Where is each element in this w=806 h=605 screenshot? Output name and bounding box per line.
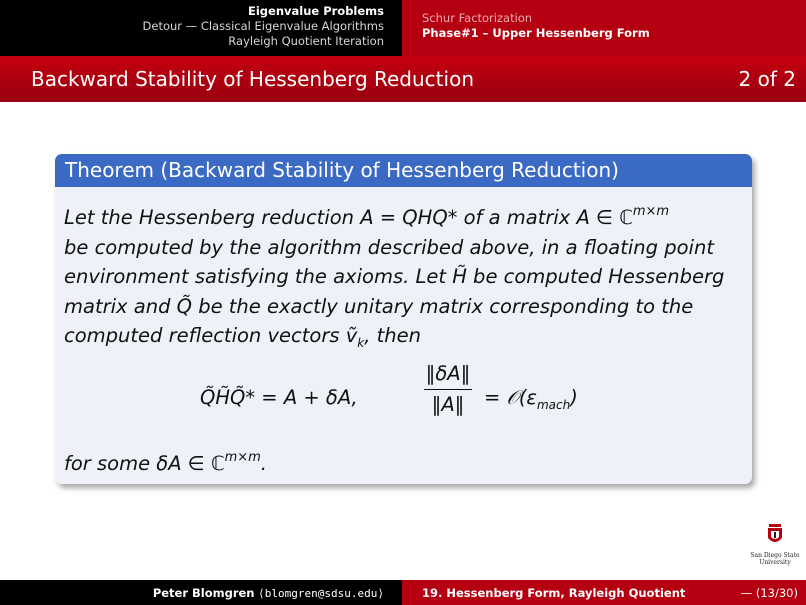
- theorem-block: [55, 154, 752, 484]
- nav-subsection-hessenberg[interactable]: Phase#1 – Upper Hessenberg Form: [422, 26, 650, 40]
- fraction-denominator: ‖A‖: [431, 392, 465, 416]
- university-seal-icon: [766, 524, 784, 548]
- backward-stability-equation: [64, 359, 740, 443]
- page-counter: — (13/30): [740, 586, 798, 600]
- frame-title: Backward Stability of Hessenberg Reduction: [31, 67, 474, 91]
- university-logo: [746, 524, 804, 566]
- fraction-bar: [424, 389, 472, 390]
- equation-fraction: [424, 361, 472, 418]
- footer-talk-info: [402, 580, 806, 605]
- theorem-line-4: matrix and Q̃ be the exactly unitary matrix corresponding to the: [64, 294, 694, 318]
- nav-subsection-schur[interactable]: Schur Factorization: [422, 11, 533, 25]
- theorem-closing-line: for some δA ∈ ℂ$^{m\times m}$.: [64, 449, 267, 475]
- theorem-body: [55, 187, 752, 478]
- equation-right-side: = $𝒪(\varepsilon_{mach})$: [484, 385, 578, 412]
- author-email: ⟨blomgren@sdsu.edu⟩: [258, 587, 384, 600]
- footer: [0, 580, 806, 605]
- section-navigation: [0, 0, 402, 56]
- theorem-line-1: Let the Hessenberg reduction A = QHQ* of a matrix A ∈ ℂ$^{m\times m}$: [64, 204, 670, 229]
- author-name: Peter Blomgren: [152, 586, 255, 600]
- theorem-line-5: computed reflection vectors ṽ$_k$, then: [64, 324, 421, 350]
- nav-section-rayleigh[interactable]: Rayleigh Quotient Iteration: [228, 34, 384, 48]
- theorem-line-5-subscript: k: [357, 336, 365, 350]
- nav-section-detour[interactable]: Detour — Classical Eigenvalue Algorithms: [142, 19, 384, 33]
- theorem-line-2: be computed by the algorithm described above, in a floating point: [64, 235, 714, 259]
- equation-left-side: Q̃H̃Q̃* = A + δA,: [200, 385, 358, 409]
- logo-line-2: University: [759, 559, 791, 566]
- header-navigation: [0, 0, 806, 56]
- theorem-line-3: environment satisfying the axioms. Let H̃ be computed Hessenberg: [64, 265, 725, 288]
- nav-current-section[interactable]: Eigenvalue Problems: [247, 4, 384, 18]
- fraction-numerator: ‖δA‖: [425, 361, 471, 385]
- theorem-title: Theorem (Backward Stability of Hessenberg Reduction): [55, 154, 752, 187]
- footer-author: [0, 580, 402, 605]
- closing-superscript: m×m: [224, 449, 261, 465]
- theorem-line-1-superscript: m×m: [632, 204, 670, 219]
- frame-counter: 2 of 2: [738, 67, 796, 91]
- epsilon-subscript: mach: [536, 397, 571, 412]
- logo-line-1: San Diego State: [750, 552, 800, 559]
- frame-title-bar: [0, 56, 806, 102]
- talk-title: 19. Hessenberg Form, Rayleigh Quotient: [422, 586, 686, 600]
- subsection-navigation: [402, 0, 806, 56]
